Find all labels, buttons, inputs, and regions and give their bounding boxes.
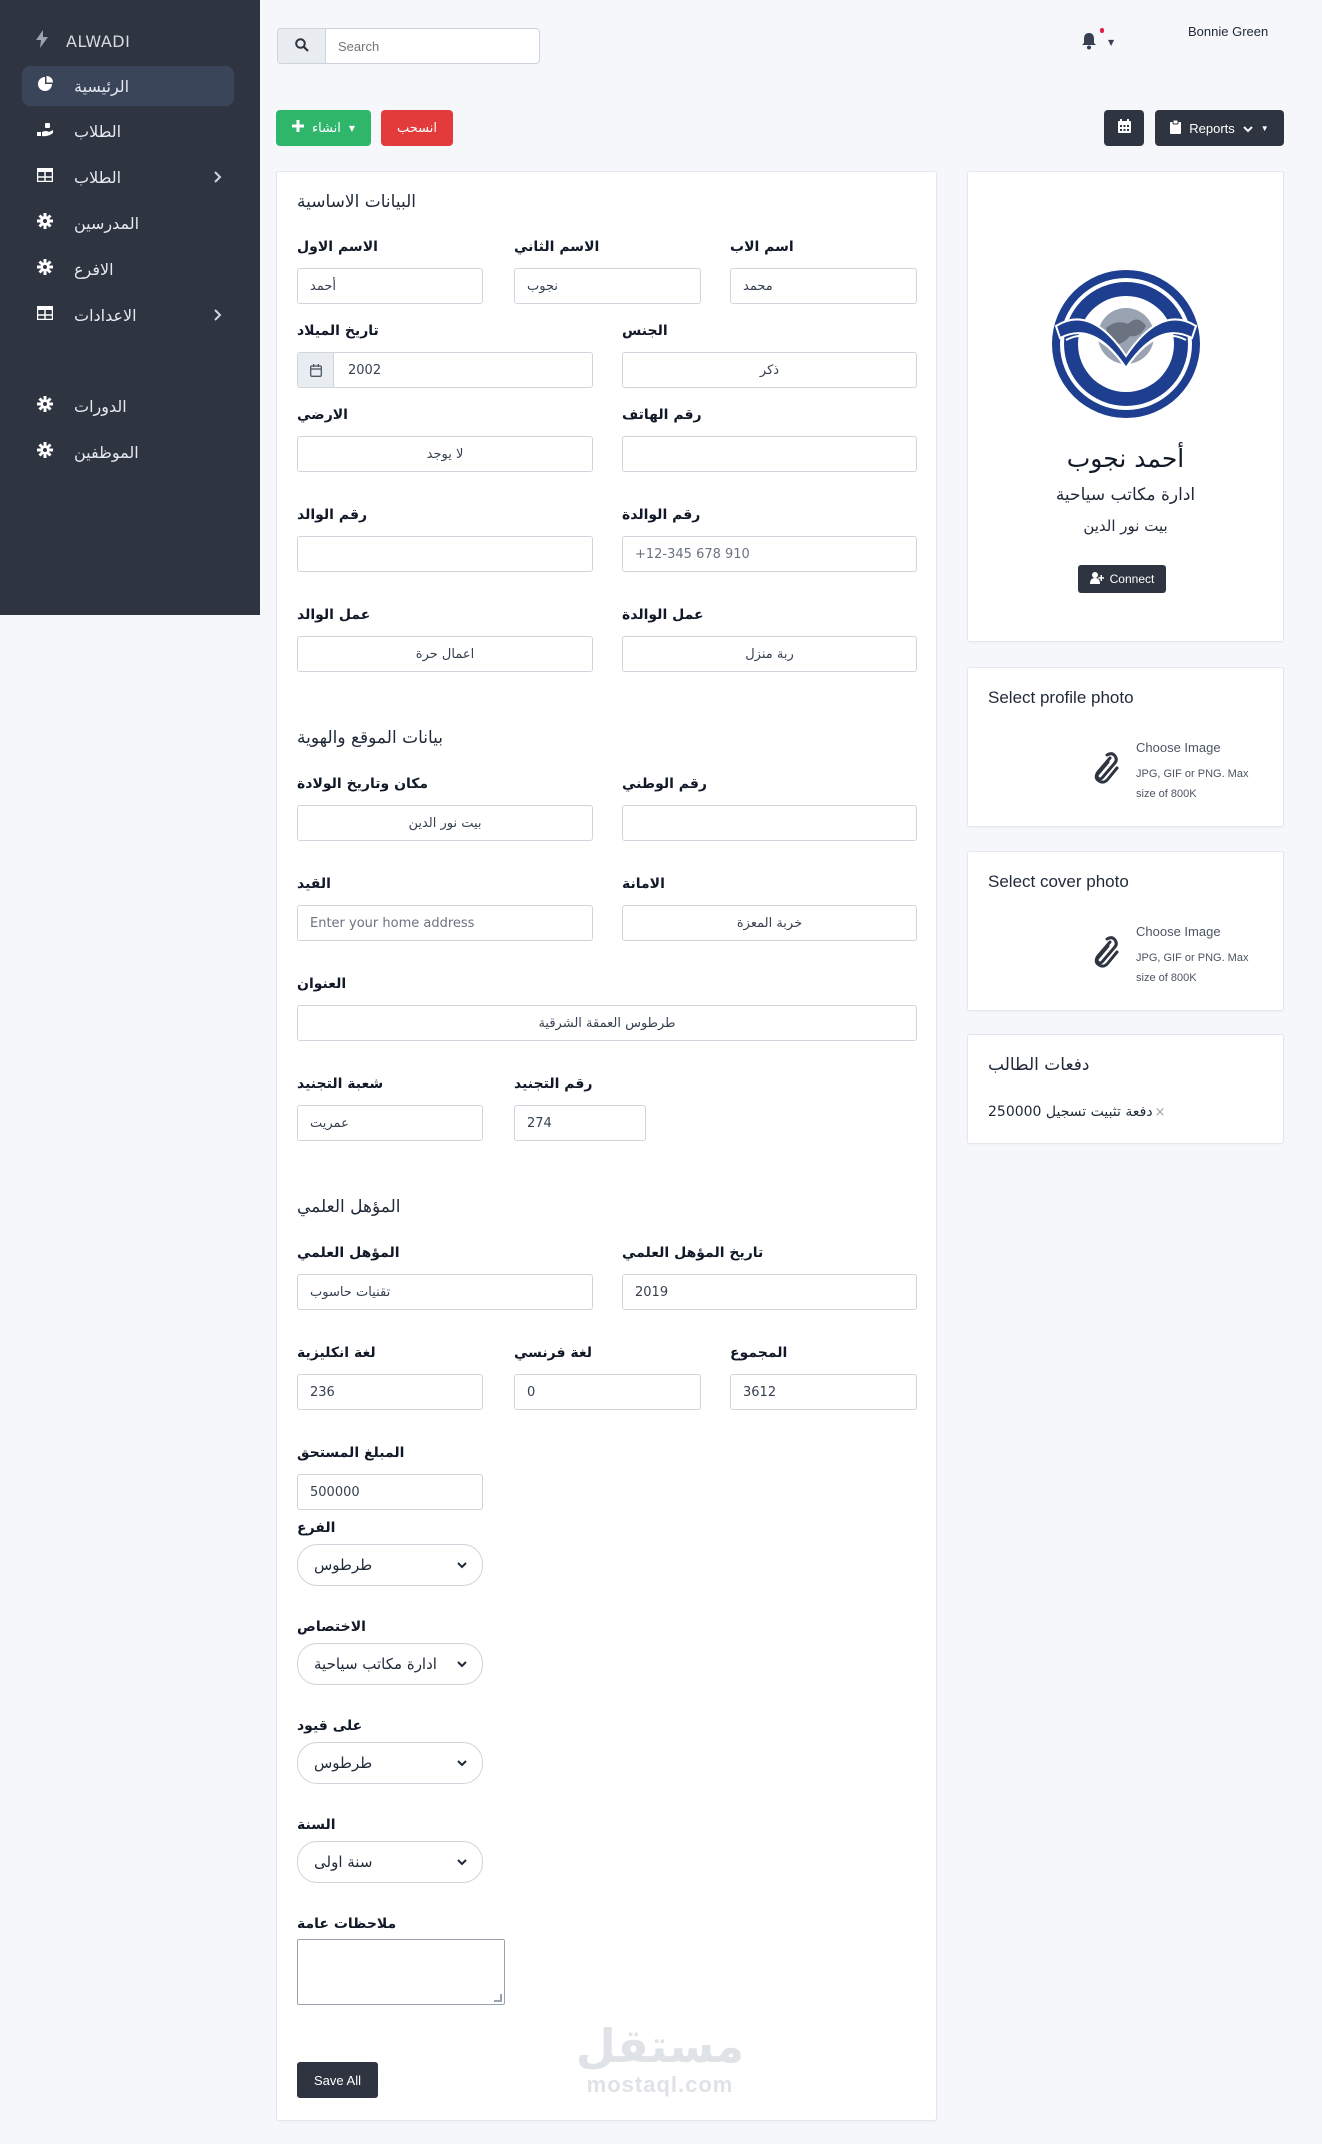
sidebar	[0, 0, 260, 615]
gender-field[interactable]: ذكر	[622, 352, 917, 388]
cover-photo-title: Select cover photo	[988, 872, 1129, 891]
chevron-down-icon	[456, 1854, 468, 1874]
sidebar-item-label: الطلاب	[74, 121, 122, 141]
english-label: لغة انكليزية	[297, 1345, 376, 1361]
registry-field[interactable]: Enter your home address	[297, 905, 593, 941]
remove-icon[interactable]: ×	[1154, 1104, 1166, 1120]
qualification-field[interactable]: تقنيات حاسوب	[297, 1274, 593, 1310]
reports-button[interactable]	[1155, 110, 1284, 146]
paperclip-icon[interactable]	[1090, 752, 1120, 790]
gear-icon	[36, 442, 54, 462]
watermark-arabic: مستقل	[575, 2019, 745, 2073]
specialty-label: الاختصاص	[297, 1619, 366, 1635]
gear-icon	[36, 396, 54, 416]
search-button[interactable]	[278, 29, 326, 63]
plus-icon	[292, 120, 304, 136]
bell-icon	[1080, 35, 1098, 55]
chevron-down-icon	[456, 1557, 468, 1577]
father-phone-label: رقم الوالد	[297, 507, 368, 523]
watermark-latin: mostaql.com	[586, 2072, 734, 2097]
calendar-icon	[1118, 119, 1131, 137]
clipboard-icon	[1170, 120, 1181, 137]
year-select[interactable]	[297, 1841, 483, 1883]
birth-date-value: 2002	[348, 362, 382, 378]
choose-image-label[interactable]: Choose Image	[1136, 924, 1221, 939]
birth-place-field[interactable]: بيت نور الدين	[297, 805, 593, 841]
chevron-down-icon	[456, 1755, 468, 1775]
first-name-field[interactable]: أحمد	[297, 268, 483, 304]
mother-job-field[interactable]: ربة منزل	[622, 636, 917, 672]
second-name-field[interactable]: نجوب	[514, 268, 701, 304]
qualification-label: المؤهل العلمي	[297, 1245, 400, 1261]
profile-title: ادارة مكاتب سياحية	[1055, 485, 1196, 505]
qualification-date-field[interactable]: 2019	[622, 1274, 917, 1310]
birth-date-field[interactable]	[297, 352, 593, 388]
total-field[interactable]: 3612	[730, 1374, 917, 1410]
sidebar-item-label: الاعدادات	[74, 305, 137, 325]
user-plus-icon	[1090, 572, 1104, 587]
sidebar-item-employees[interactable]	[22, 432, 234, 472]
bolt-icon	[36, 30, 48, 53]
chevron-right-icon	[214, 168, 222, 187]
registered-on-select[interactable]	[297, 1742, 483, 1784]
caret-down-icon: ▼	[1108, 38, 1115, 47]
landline-field[interactable]: لا يوجد	[297, 436, 593, 472]
reports-label: Reports	[1189, 120, 1235, 136]
phone-field[interactable]	[622, 436, 917, 472]
brand-name: ALWADI	[66, 32, 131, 51]
profile-card	[967, 171, 1284, 642]
search-input[interactable]	[326, 29, 539, 63]
section-qualification-title: المؤهل العلمي	[297, 1197, 401, 1217]
create-label: انشاء	[311, 120, 341, 136]
save-all-button[interactable]: Save All	[297, 2062, 378, 2098]
payment-item	[988, 1104, 1165, 1120]
amount-due-field[interactable]: 500000	[297, 1474, 483, 1510]
birth-place-label: مكان وتاريخ الولادة	[297, 776, 429, 792]
cover-photo-card	[967, 851, 1284, 1011]
withdraw-button[interactable]: انسحب	[381, 110, 453, 146]
profile-photo-card	[967, 667, 1284, 827]
notifications-button[interactable]	[1080, 32, 1115, 55]
upload-hint: JPG, GIF or PNG. Max size of 800K	[1136, 768, 1249, 800]
father-name-label: اسم الاب	[730, 239, 794, 255]
conscription-number-label: رقم التجنيد	[514, 1076, 593, 1092]
table-icon	[36, 168, 54, 186]
sidebar-item-teachers[interactable]	[22, 203, 234, 243]
conscription-branch-field[interactable]: عمريت	[297, 1105, 483, 1141]
sidebar-item-students-menu[interactable]	[22, 157, 234, 197]
caret-down-icon: ▼	[1260, 123, 1269, 133]
sidebar-item-label: الطلاب	[74, 167, 122, 187]
mother-phone-label: رقم الوالدة	[622, 507, 701, 523]
sidebar-item-label: المدرسين	[74, 213, 140, 233]
gear-icon	[36, 259, 54, 279]
father-phone-field[interactable]	[297, 536, 593, 572]
sidebar-item-settings[interactable]	[22, 295, 234, 335]
qualification-date-label: تاريخ المؤهل العلمي	[622, 1245, 764, 1261]
registered-on-label: على قيود	[297, 1718, 363, 1734]
profile-name: أحمد نجوب	[1066, 444, 1185, 473]
sidebar-item-label: الرئيسية	[74, 76, 130, 96]
sidebar-item-branches[interactable]	[22, 249, 234, 289]
section-basic-title: البيانات الاساسية	[297, 192, 416, 212]
conscription-number-field[interactable]: 274	[514, 1105, 646, 1141]
english-field[interactable]: 236	[297, 1374, 483, 1410]
watermark	[575, 2020, 745, 2098]
chevron-right-icon	[214, 306, 222, 325]
resize-handle[interactable]	[494, 1994, 502, 2002]
calendar-button[interactable]	[1104, 110, 1144, 146]
first-name-label: الاسم الاول	[297, 239, 378, 255]
branch-value: طرطوس	[314, 1556, 373, 1574]
upload-hint: JPG, GIF or PNG. Max size of 800K	[1136, 952, 1249, 984]
pie-chart-icon	[36, 76, 54, 96]
mother-job-label: عمل الوالدة	[622, 607, 704, 623]
secretariat-field[interactable]: خربة المعزة	[622, 905, 917, 941]
sidebar-item-home[interactable]	[22, 66, 234, 106]
table-icon	[36, 306, 54, 324]
paperclip-icon[interactable]	[1090, 936, 1120, 974]
hand-icon	[36, 121, 54, 141]
brand[interactable]	[36, 30, 130, 53]
center-logo	[1046, 264, 1206, 424]
search-icon	[295, 37, 309, 56]
sidebar-item-label: الدورات	[74, 396, 127, 416]
registered-on-value: طرطوس	[314, 1754, 373, 1772]
national-id-field[interactable]	[622, 805, 917, 841]
caret-down-icon: ▼	[348, 123, 356, 133]
conscription-branch-label: شعبة التجنيد	[297, 1076, 384, 1092]
secretariat-label: الامانة	[622, 876, 665, 892]
chevron-down-icon	[1243, 121, 1253, 136]
profile-photo-title: Select profile photo	[988, 688, 1134, 707]
amount-due-label: المبلغ المستحق	[297, 1445, 405, 1461]
phone-label: رقم الهاتف	[622, 407, 702, 423]
mother-phone-field[interactable]: +12-345 678 910	[622, 536, 917, 572]
connect-button[interactable]	[1078, 565, 1166, 593]
connect-label: Connect	[1109, 572, 1155, 586]
calendar-icon	[298, 353, 334, 387]
payment-item-text: 250000 دفعة تثبيت تسجيل	[988, 1104, 1153, 1120]
address-field[interactable]: طرطوس العمقة الشرقية	[297, 1005, 917, 1041]
student-payments-card	[967, 1034, 1284, 1144]
total-label: المجموع	[730, 1345, 788, 1361]
notification-dot	[1100, 28, 1104, 33]
profile-location: بيت نور الدين	[1083, 517, 1168, 535]
national-id-label: رقم الوطني	[622, 776, 707, 792]
chevron-down-icon	[456, 1656, 468, 1676]
french-field[interactable]: 0	[514, 1374, 701, 1410]
choose-image-label[interactable]: Choose Image	[1136, 740, 1221, 755]
notes-textarea[interactable]	[297, 1939, 505, 2005]
notes-label: ملاحظات عامة	[297, 1916, 397, 1932]
user-name[interactable]: Bonnie Green	[1188, 24, 1269, 39]
address-label: العنوان	[297, 976, 347, 992]
landline-label: الارضي	[297, 407, 348, 423]
sidebar-item-students[interactable]	[22, 111, 234, 151]
father-job-field[interactable]: اعمال حرة	[297, 636, 593, 672]
specialty-value: ادارة مكاتب سياحية	[314, 1655, 437, 1673]
sidebar-item-courses[interactable]	[22, 386, 234, 426]
father-job-label: عمل الوالد	[297, 607, 371, 623]
registry-label: القيد	[297, 876, 331, 892]
branch-select[interactable]	[297, 1544, 483, 1586]
year-label: السنة	[297, 1817, 336, 1833]
student-form-card	[276, 171, 937, 2121]
branch-label: الفرع	[297, 1520, 336, 1536]
second-name-label: الاسم الثاني	[514, 239, 600, 255]
gear-icon	[36, 213, 54, 233]
birth-date-label: تاريخ الميلاد	[297, 323, 379, 339]
year-value: سنة اولى	[314, 1853, 373, 1871]
sidebar-item-label: الافرع	[74, 259, 114, 279]
create-button[interactable]	[276, 110, 371, 146]
section-location-title: بيانات الموقع والهوية	[297, 728, 444, 748]
father-name-field[interactable]: محمد	[730, 268, 917, 304]
french-label: لغة فرنسي	[514, 1345, 593, 1361]
payments-title: دفعات الطالب	[988, 1055, 1090, 1075]
gender-label: الجنس	[622, 323, 668, 339]
search-bar	[277, 28, 540, 64]
sidebar-item-label: الموظفين	[74, 442, 139, 462]
specialty-select[interactable]	[297, 1643, 483, 1685]
